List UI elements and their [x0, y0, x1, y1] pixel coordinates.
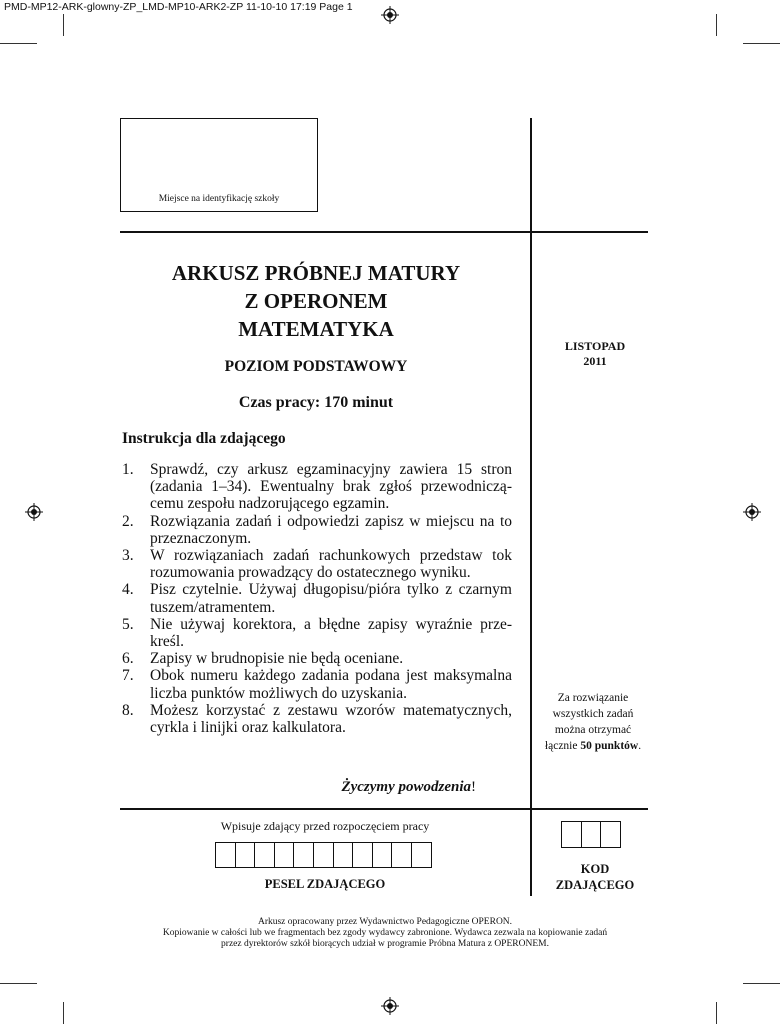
registration-mark-icon [381, 6, 399, 24]
registration-mark-icon [743, 503, 761, 521]
good-luck-punct: ! [471, 779, 476, 795]
points-note-line: Za rozwiązanie [557, 692, 629, 704]
instruction-text: W rozwiązaniach zadań rachunkowych przedstaw tok rozumowania prowadzący do ostatecznego wyniku. [150, 547, 512, 582]
instruction-text: Pisz czytelnie. Używaj długopisu/pióra tylko z czarnym tuszem/atramentem. [150, 581, 512, 616]
footer-line: przez dyrektorów szkół biorących udział w programie Próbna Matura z OPERONEM. [221, 939, 549, 949]
instruction-text: Zapisy w brudnopisie nie będą oceniane. [150, 650, 404, 668]
pesel-digit-cell[interactable] [236, 842, 256, 868]
exam-year: 2011 [583, 354, 607, 368]
exam-title-line3: MATEMATYKA [238, 317, 394, 341]
points-note-line: można otrzymać [554, 724, 632, 736]
code-digit-cell[interactable] [582, 821, 602, 848]
code-digit-cell[interactable] [601, 821, 621, 848]
pesel-digit-cell[interactable] [314, 842, 334, 868]
print-job-header: PMD-MP12-ARK-glowny-ZP_LMD-MP10-ARK2-ZP 11-10-10 17:19 Page 1 [4, 1, 353, 13]
crop-mark-bottom-left-v [63, 1002, 64, 1024]
instruction-item [122, 547, 512, 581]
instruction-number: 8. [122, 701, 134, 719]
registration-mark-icon [25, 503, 43, 521]
total-points-note [536, 690, 650, 754]
school-id-label: Miejsce na identyfikację szkoły [158, 194, 280, 204]
student-code-grid[interactable] [561, 821, 621, 848]
pesel-digit-cell[interactable] [255, 842, 275, 868]
exam-date [540, 339, 650, 369]
code-digit-cell[interactable] [562, 821, 582, 848]
pesel-digit-cell[interactable] [275, 842, 295, 868]
exam-title-line1: ARKUSZ PRÓBNEJ MATURY [171, 261, 461, 285]
instruction-item [122, 581, 512, 615]
points-prefix: łącznie [544, 740, 578, 752]
instruction-item [122, 667, 512, 701]
crop-mark-bottom-right-h [743, 983, 780, 984]
crop-mark-bottom-left-h [0, 983, 37, 984]
footer-line: Arkusz opracowany przez Wydawnictwo Pedagogiczne OPERON. [257, 917, 513, 927]
pesel-digit-cell[interactable] [334, 842, 354, 868]
instructions-heading: Instrukcja dla zdającego [122, 430, 286, 447]
vertical-divider [530, 118, 532, 896]
pesel-digit-cell[interactable] [373, 842, 393, 868]
good-luck-wish [300, 779, 476, 796]
points-suffix: . [638, 740, 642, 752]
instructions-list [122, 461, 512, 736]
instruction-number: 4. [122, 581, 134, 599]
exam-time: Czas pracy: 170 minut [238, 394, 394, 411]
pesel-label: PESEL ZDAJĄCEGO [264, 877, 386, 891]
instruction-item [122, 650, 512, 667]
bottom-divider [120, 808, 648, 810]
instruction-item [122, 461, 512, 513]
crop-mark-top-right-h [743, 43, 780, 44]
good-luck-text: Życzymy powodzenia [341, 779, 471, 795]
crop-mark-top-right-v [716, 14, 717, 36]
code-label-line1: KOD [580, 862, 610, 876]
top-divider [120, 231, 648, 233]
pesel-digit-cell[interactable] [412, 842, 432, 868]
publisher-footer [120, 917, 650, 950]
exam-title-line2: Z OPERONEM [244, 289, 388, 313]
pesel-digit-cell[interactable] [216, 842, 236, 868]
footer-line: Kopiowanie w całości lub we fragmentach bez zgody wydawcy zabronione. Wydawca zezwala na kopiowanie zadań [162, 928, 608, 938]
instruction-item [122, 513, 512, 547]
pesel-input-grid[interactable] [215, 842, 432, 868]
exam-level: POZIOM PODSTAWOWY [224, 358, 408, 375]
points-note-line: wszystkich zadań [552, 708, 634, 720]
crop-mark-top-left-h [0, 43, 37, 44]
instruction-number: 6. [122, 650, 134, 668]
instruction-text: Nie używaj korektora, a błędne zapisy wyraźnie przekreśl. [150, 615, 512, 651]
pesel-digit-cell[interactable] [294, 842, 314, 868]
instruction-text: Rozwiązania zadań i odpowiedzi zapisz w miejscu na to przeznaczonym. [150, 512, 512, 547]
instruction-text: Obok numeru każdego zadania podana jest maksymalna liczba punktów możliwych do uzyskania. [150, 667, 512, 702]
instruction-number: 1. [122, 461, 134, 478]
pesel-digit-cell[interactable] [392, 842, 412, 868]
crop-mark-bottom-right-v [716, 1002, 717, 1024]
student-code-label [540, 861, 650, 893]
pesel-instruction: Wpisuje zdający przed rozpoczęciem pracy [220, 819, 430, 833]
registration-mark-icon [381, 997, 399, 1015]
instruction-number: 5. [122, 615, 134, 633]
instruction-item [122, 616, 512, 650]
instruction-number: 2. [122, 512, 134, 530]
instruction-text: Możesz korzystać z zestawu wzorów matematycznych, cyrkla i linijki oraz kalkulatora. [150, 701, 512, 737]
points-note-line [536, 738, 650, 754]
instruction-item [122, 702, 512, 736]
instruction-number: 7. [122, 667, 134, 685]
instruction-number: 3. [122, 547, 134, 565]
code-label-line2: ZDAJĄCEGO [555, 878, 635, 892]
exam-month: LISTOPAD [564, 339, 626, 353]
points-total: 50 punktów [580, 740, 639, 752]
exam-title [120, 259, 512, 343]
crop-mark-top-left-v [63, 14, 64, 36]
instruction-text: Sprawdź, czy arkusz egzaminacyjny zawiera 15 stron (zadania 1–34). Ewentualny brak zgłoś przewodniczącemu zespołu nadzorującego egzamin. [150, 461, 512, 513]
pesel-digit-cell[interactable] [353, 842, 373, 868]
